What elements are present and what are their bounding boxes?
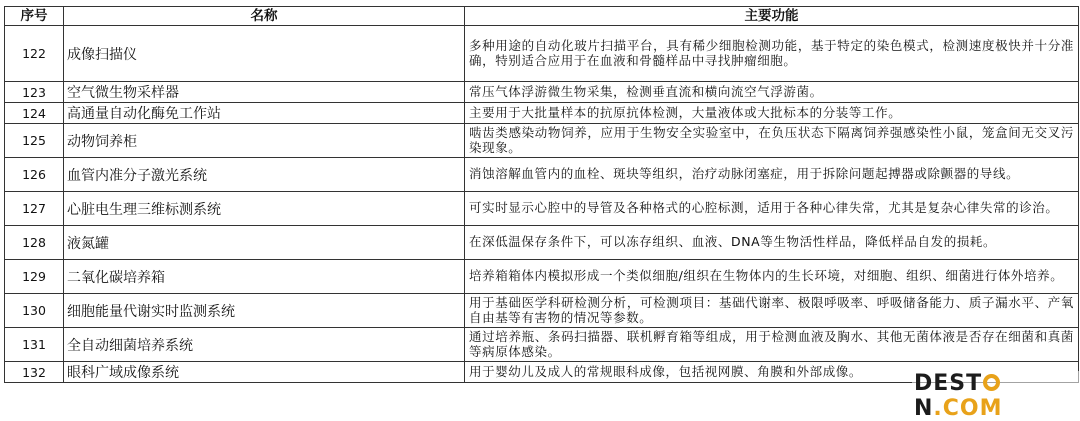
table-row bbox=[5, 226, 1079, 260]
row-no: 130 bbox=[5, 294, 64, 328]
row-name: 动物饲养柜 bbox=[64, 124, 465, 158]
table-row bbox=[5, 26, 1079, 82]
watermark-text-right: N bbox=[914, 396, 934, 421]
watermark-o-ring-icon bbox=[983, 374, 1000, 391]
row-no: 124 bbox=[5, 103, 64, 124]
row-name: 液氮罐 bbox=[64, 226, 465, 260]
header-no: 序号 bbox=[5, 7, 64, 26]
row-func: 在深低温保存条件下，可以冻存组织、血液、DNA等生物活性样品，降低样品自发的损耗。 bbox=[465, 226, 1079, 260]
row-name: 高通量自动化酶免工作站 bbox=[64, 103, 465, 124]
row-no: 125 bbox=[5, 124, 64, 158]
table-row bbox=[5, 260, 1079, 294]
header-name: 名称 bbox=[64, 7, 465, 26]
row-func: 可实时显示心腔中的导管及各种格式的心腔标测，适用于各种心律失常，尤其是复杂心律失常的诊治。 bbox=[465, 192, 1079, 226]
table-row bbox=[5, 294, 1079, 328]
row-name: 细胞能量代谢实时监测系统 bbox=[64, 294, 465, 328]
row-func: 常压气体浮游微生物采集，检测垂直流和横向流空气浮游菌。 bbox=[465, 82, 1079, 103]
row-no: 128 bbox=[5, 226, 64, 260]
header-row bbox=[5, 7, 1079, 26]
row-func: 用于基础医学科研检测分析，可检测项目：基础代谢率、极限呼吸率、呼吸储备能力、质子漏水平、产氧自由基等有害物的情况等参数。 bbox=[465, 294, 1079, 328]
row-func: 多种用途的自动化玻片扫描平台，具有稀少细胞检测功能，基于特定的染色模式，检测速度极快并十分准确，特别适合应用于在血液和骨髓样品中寻找肿瘤细胞。 bbox=[465, 26, 1079, 82]
row-name: 成像扫描仪 bbox=[64, 26, 465, 82]
row-name: 空气微生物采样器 bbox=[64, 82, 465, 103]
table-row bbox=[5, 328, 1079, 362]
table-row bbox=[5, 192, 1079, 226]
row-name: 心脏电生理三维标测系统 bbox=[64, 192, 465, 226]
row-func: 消蚀溶解血管内的血栓、斑块等组织，治疗动脉闭塞症，用于拆除问题起搏器或除颤器的导线。 bbox=[465, 158, 1079, 192]
watermark-logo bbox=[912, 371, 1080, 421]
row-func: 啮齿类感染动物饲养，应用于生物安全实验室中，在负压状态下隔离饲养强感染性小鼠，笼盒间无交叉污染现象。 bbox=[465, 124, 1079, 158]
row-no: 132 bbox=[5, 362, 64, 383]
watermark-suffix: .COM bbox=[933, 396, 1003, 421]
row-func: 通过培养瓶、条码扫描器、联机孵育箱等组成，用于检测血液及胸水、其他无菌体液是否存在细菌和真菌等病原体感染。 bbox=[465, 328, 1079, 362]
row-name: 全自动细菌培养系统 bbox=[64, 328, 465, 362]
row-no: 126 bbox=[5, 158, 64, 192]
row-name: 眼科广域成像系统 bbox=[64, 362, 465, 383]
row-name: 血管内准分子激光系统 bbox=[64, 158, 465, 192]
table-row bbox=[5, 103, 1079, 124]
equipment-table bbox=[4, 6, 1079, 383]
row-no: 127 bbox=[5, 192, 64, 226]
row-no: 129 bbox=[5, 260, 64, 294]
row-no: 122 bbox=[5, 26, 64, 82]
row-no: 131 bbox=[5, 328, 64, 362]
watermark-text-left: DEST bbox=[914, 371, 983, 396]
row-func: 培养箱箱体内模拟形成一个类似细胞/组织在生物体内的生长环境，对细胞、组织、细菌进行体外培养。 bbox=[465, 260, 1079, 294]
table-row bbox=[5, 124, 1079, 158]
row-func: 主要用于大批量样本的抗原抗体检测，大量液体或大批标本的分装等工作。 bbox=[465, 103, 1079, 124]
table-row bbox=[5, 158, 1079, 192]
row-no: 123 bbox=[5, 82, 64, 103]
table-row bbox=[5, 82, 1079, 103]
header-func: 主要功能 bbox=[465, 7, 1079, 26]
row-name: 二氧化碳培养箱 bbox=[64, 260, 465, 294]
row-func: 用于婴幼儿及成人的常规眼科成像，包括视网膜、角膜和外部成像。 bbox=[465, 362, 1079, 383]
